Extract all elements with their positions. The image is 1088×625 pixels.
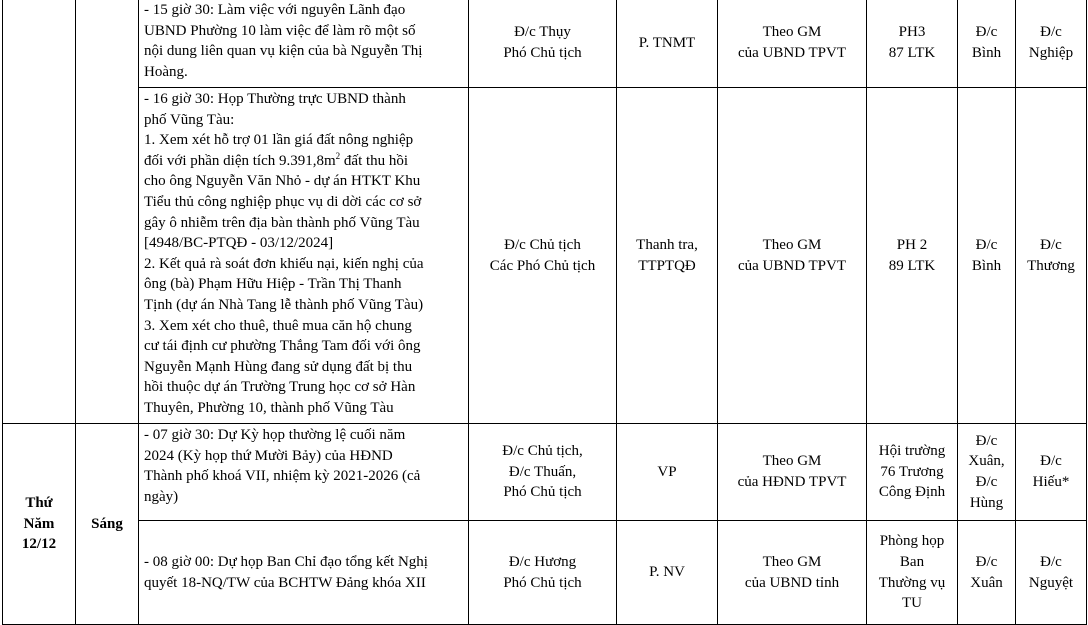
driver-line: Đ/c (975, 236, 998, 253)
content-line: 3. Xem xét cho thuê, thuê mua căn hộ chung (144, 317, 412, 334)
content-line: Thành phố khoá VII, nhiệm kỳ 2021-2026 (cả (144, 468, 421, 485)
driver-line: Xuân (970, 574, 1003, 591)
prep-cell (617, 521, 718, 625)
schedule-table (2, 0, 1087, 625)
chair-line: Phó Chủ tịch (503, 484, 582, 501)
driver-cell (958, 88, 1016, 424)
content-cell (139, 424, 469, 521)
driver-line: Bình (971, 257, 1002, 274)
content-line: Thuyên, Phường 10, thành phố Vũng Tàu (144, 399, 394, 416)
content-line: 1. Xem xét hỗ trợ 01 lần giá đất nông nghiệp (144, 132, 414, 149)
location-line: Thường vụ (878, 574, 946, 591)
table-row (3, 521, 1087, 625)
reporter-line: Thương (1027, 257, 1075, 274)
attendees-line: Theo GM (762, 453, 822, 470)
prep-line: TTPTQĐ (638, 257, 696, 274)
content-line: ông (bà) Phạm Hữu Hiệp - Trần Thị Thanh (144, 276, 402, 293)
content-line: - 08 giờ 00: Dự họp Ban Chỉ đạo tổng kết Nghị (144, 554, 428, 571)
attendees-line: của HĐND TPVT (737, 474, 847, 490)
driver-line: Đ/c (975, 432, 998, 449)
driver-line: Bình (971, 45, 1002, 61)
attendees-cell (718, 521, 867, 625)
content-line: gây ô nhiễm trên địa bàn thành phố Vũng Tàu (144, 214, 420, 231)
chair-line: Đ/c Hương (508, 553, 577, 570)
chair-line: Đ/c Chủ tịch (504, 236, 581, 253)
reporter-line: Nguyệt (1028, 574, 1074, 591)
reporter-cell (1016, 521, 1087, 625)
content-line: [4948/BC-PTQĐ - 03/12/2024] (144, 235, 334, 252)
content-line: ngày) (144, 488, 179, 505)
driver-line: Xuân, (968, 453, 1005, 470)
day-cell-empty (3, 0, 76, 424)
content-line: nội dung liên quan vụ kiện của bà Nguyễn Thị (144, 43, 423, 60)
location-line: 76 Trương (880, 463, 944, 480)
content-line: Nguyễn Mạnh Hùng đang sử dụng đất bị thu (144, 358, 413, 375)
content-line: - 07 giờ 30: Dự Kỳ họp thường lệ cuối năm (144, 427, 406, 443)
driver-line: Đ/c (975, 553, 998, 570)
content-line: phố Vũng Tàu: (144, 111, 235, 128)
content-line: UBND Phường 10 làm việc để làm rõ một số (144, 22, 416, 39)
location-line: Phòng họp (879, 533, 945, 550)
area-suffix: đất thu hồi (340, 152, 409, 169)
content-cell (139, 0, 469, 88)
table-row (3, 424, 1087, 521)
chair-line: Phó Chủ tịch (503, 45, 582, 61)
prep-cell (617, 0, 718, 88)
content-line: - 15 giờ 30: Làm việc với nguyên Lãnh đạo (144, 2, 406, 18)
chair-line: Đ/c Thuấn, (508, 463, 577, 480)
content-cell (139, 88, 469, 424)
content-line: Tịnh (dự án Nhà Tang lễ thành phố Vũng Tàu) (144, 296, 424, 313)
location-cell (867, 521, 958, 625)
content-line (144, 151, 462, 172)
day-line: Năm (23, 515, 55, 532)
reporter-line: Đ/c (1040, 236, 1062, 253)
day-cell (3, 424, 76, 625)
content-line: cư tái định cư phường Thắng Tam đối với ông (144, 338, 421, 355)
reporter-cell (1016, 88, 1087, 424)
location-line: Hội trường (878, 443, 946, 460)
day-line: Thứ (25, 495, 53, 512)
reporter-cell (1016, 424, 1087, 521)
reporter-line: Nghiệp (1028, 45, 1074, 61)
reporter-cell (1016, 0, 1087, 88)
driver-cell (958, 0, 1016, 88)
prep-line: P. NV (649, 564, 685, 581)
content-line: quyết 18-NQ/TW của BCHTW Đảng khóa XII (144, 575, 426, 591)
location-cell (867, 88, 958, 424)
location-line: PH3 (898, 24, 926, 41)
location-cell (867, 424, 958, 521)
prep-cell (617, 424, 718, 521)
driver-line: Hùng (969, 494, 1004, 511)
attendees-cell (718, 0, 867, 88)
chair-cell (469, 0, 617, 88)
table-row (3, 0, 1087, 88)
attendees-line: Theo GM (762, 24, 822, 41)
location-line: PH 2 (896, 236, 928, 253)
prep-line: P. TNMT (638, 34, 696, 51)
attendees-cell (718, 424, 867, 521)
driver-line: Đ/c (975, 24, 998, 41)
chair-line: Đ/c Chủ tịch, (502, 443, 583, 460)
content-line: Tiểu thủ công nghiệp phục vụ di dời các cơ sở (144, 193, 422, 210)
chair-cell (469, 424, 617, 521)
content-cell (139, 521, 469, 625)
reporter-line: Hiếu* (1032, 474, 1070, 490)
location-line: Ban (899, 553, 925, 570)
content-line: hồi thuộc dự án Trường Trung học cơ sở Hàn (144, 379, 416, 396)
location-line: 87 LTK (888, 45, 936, 61)
location-cell (867, 0, 958, 88)
content-line: Hoàng. (144, 63, 188, 80)
attendees-cell (718, 88, 867, 424)
driver-line: Đ/c (975, 474, 998, 490)
reporter-line: Đ/c (1040, 24, 1062, 41)
content-line: - 16 giờ 30: Họp Thường trực UBND thành (144, 91, 406, 107)
driver-cell (958, 521, 1016, 625)
location-line: 89 LTK (888, 257, 936, 274)
area-text: đối với phần diện tích 9.391,8m (144, 152, 336, 169)
content-line: 2. Kết quả rà soát đơn khiếu nại, kiến nghị của (144, 255, 424, 272)
attendees-line: của UBND TPVT (737, 257, 847, 274)
table-row (3, 88, 1087, 424)
location-line: Công Định (878, 484, 946, 501)
day-line: 12/12 (21, 536, 57, 553)
prep-cell (617, 88, 718, 424)
area-superscript: 2 (335, 150, 341, 161)
attendees-line: của UBND TPVT (737, 45, 847, 61)
location-line: TU (902, 595, 922, 612)
chair-line: Phó Chủ tịch (503, 574, 582, 591)
attendees-line: Theo GM (762, 236, 822, 253)
chair-cell (469, 521, 617, 625)
attendees-line: của UBND tỉnh (744, 574, 840, 591)
reporter-line: Đ/c (1040, 453, 1062, 470)
chair-cell (469, 88, 617, 424)
content-line: 2024 (Kỳ họp thứ Mười Bảy) của HĐND (144, 447, 393, 464)
driver-cell (958, 424, 1016, 521)
reporter-line: Đ/c (1040, 553, 1062, 570)
session-cell: Sáng (76, 424, 139, 625)
chair-line: Các Phó Chủ tịch (489, 257, 596, 274)
session-cell-empty (76, 0, 139, 424)
content-line: cho ông Nguyễn Văn Nhỏ - dự án HTKT Khu (144, 173, 421, 190)
attendees-line: Theo GM (762, 553, 822, 570)
prep-line: VP (657, 463, 677, 480)
chair-line: Đ/c Thụy (514, 24, 571, 41)
prep-line: Thanh tra, (636, 236, 698, 253)
